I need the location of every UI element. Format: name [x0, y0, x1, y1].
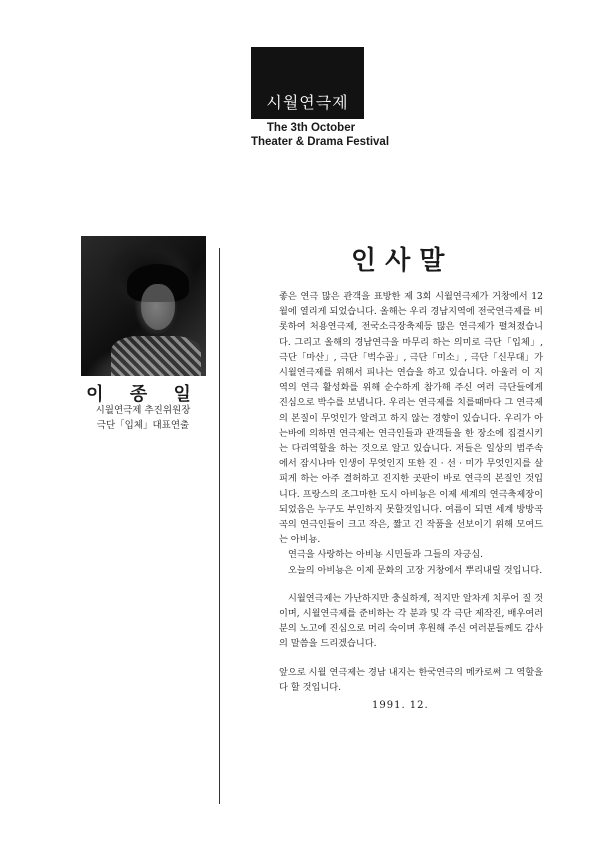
portrait-face [141, 284, 175, 330]
festival-en-line2: Theater & Drama Festival [250, 136, 390, 148]
paragraph-3: 오늘의 아비뇽은 이제 문화의 고장 거창에서 뿌리내릴 것입니다. [288, 564, 543, 576]
paragraph-1: 좋은 연극 많은 관객을 표방한 제 3회 시월연극제가 거창에서 12월에 열리게 되었습니다. 올해는 우리 경남지역에 전국연극제를 비롯하여 처용연극제, 전국소극장축제등 많은 연극제가 펼쳐졌습니다. 그리고 올해의 경남연극을 마무리 하는 의미로 극단「입체」, 극단「마산」, 극단「벅수골」, 극단「미소」, 극단「신무대」가 시월연극제를 위해서 피나는 연습을 하고 있습니다. 아울러 이 지역의 연극 활성화를 위해 순수하게 참가해 주신 여러 극단들에게 진심으로 박수를 보냅니다. 우리는 연극제를 치를때마다 그 연극제의 본질이 무엇인가 알려고 하지 않는 경향이 있습니다. 우리가 아는바에 의하면 연극제는 연극인들과 관객들을 한 장소에 집결시키는 다리역할을 하는 것으로 알고 있습니다. 저들은 일상의 범주속에서 잠시나마 인생이 무엇인지 또한 진 · 선 · 미가 무엇인지를 살피게 하는 아주 결허하고 진지한 곳판이 바로 연극의 본질인 것입니다. 프랑스의 조그마한 도시 아비뇽은 이제 세계의 연극축제장이 되었음은 누구도 부인하지 못할것입니다. 여름이 되면 세계 방방곡곡의 연극인들이 크고 작은, 짧고 긴 작품을 선보이기 위해 모여드는 아비뇽. [279, 291, 543, 546]
column-divider [219, 248, 220, 804]
paragraph-4: 시월연극제는 가난하지만 충실하게, 적지만 알차게 치루어 질 것이며, 시월연극제를 준비하는 각 분과 및 각 극단 제작진, 배우여러분의 노고에 진심으로 머리 숙이며 후원해 주신 여러분들께도 감사의 말씀을 드리겠습니다. [279, 592, 543, 650]
greeting-body [279, 289, 543, 695]
author-role-line1: 시월연극제 추진위원장 [95, 405, 191, 416]
portrait-shirt [111, 336, 201, 376]
festival-en-line1: The 3th October [266, 122, 356, 134]
author-role-line2: 극단「입체」대표연출 [96, 420, 190, 431]
author-portrait-photo [81, 236, 206, 376]
page-title: 인사말 [351, 246, 454, 276]
festival-english-title [242, 121, 392, 149]
document-date: 1991. 12. [372, 700, 429, 711]
paragraph-2: 연극을 사랑하는 아비뇽 시민들과 그들의 자긍심. [288, 549, 484, 561]
author-role [78, 403, 208, 433]
author-name: 이 종 일 [86, 384, 201, 405]
festival-logo [251, 47, 364, 119]
festival-logo-text: 시월연극제 [266, 93, 349, 112]
paragraph-5: 앞으로 시월 연극제는 경남 내지는 한국연극의 메카로써 그 역할을 다 할 것입니다. [279, 666, 543, 693]
